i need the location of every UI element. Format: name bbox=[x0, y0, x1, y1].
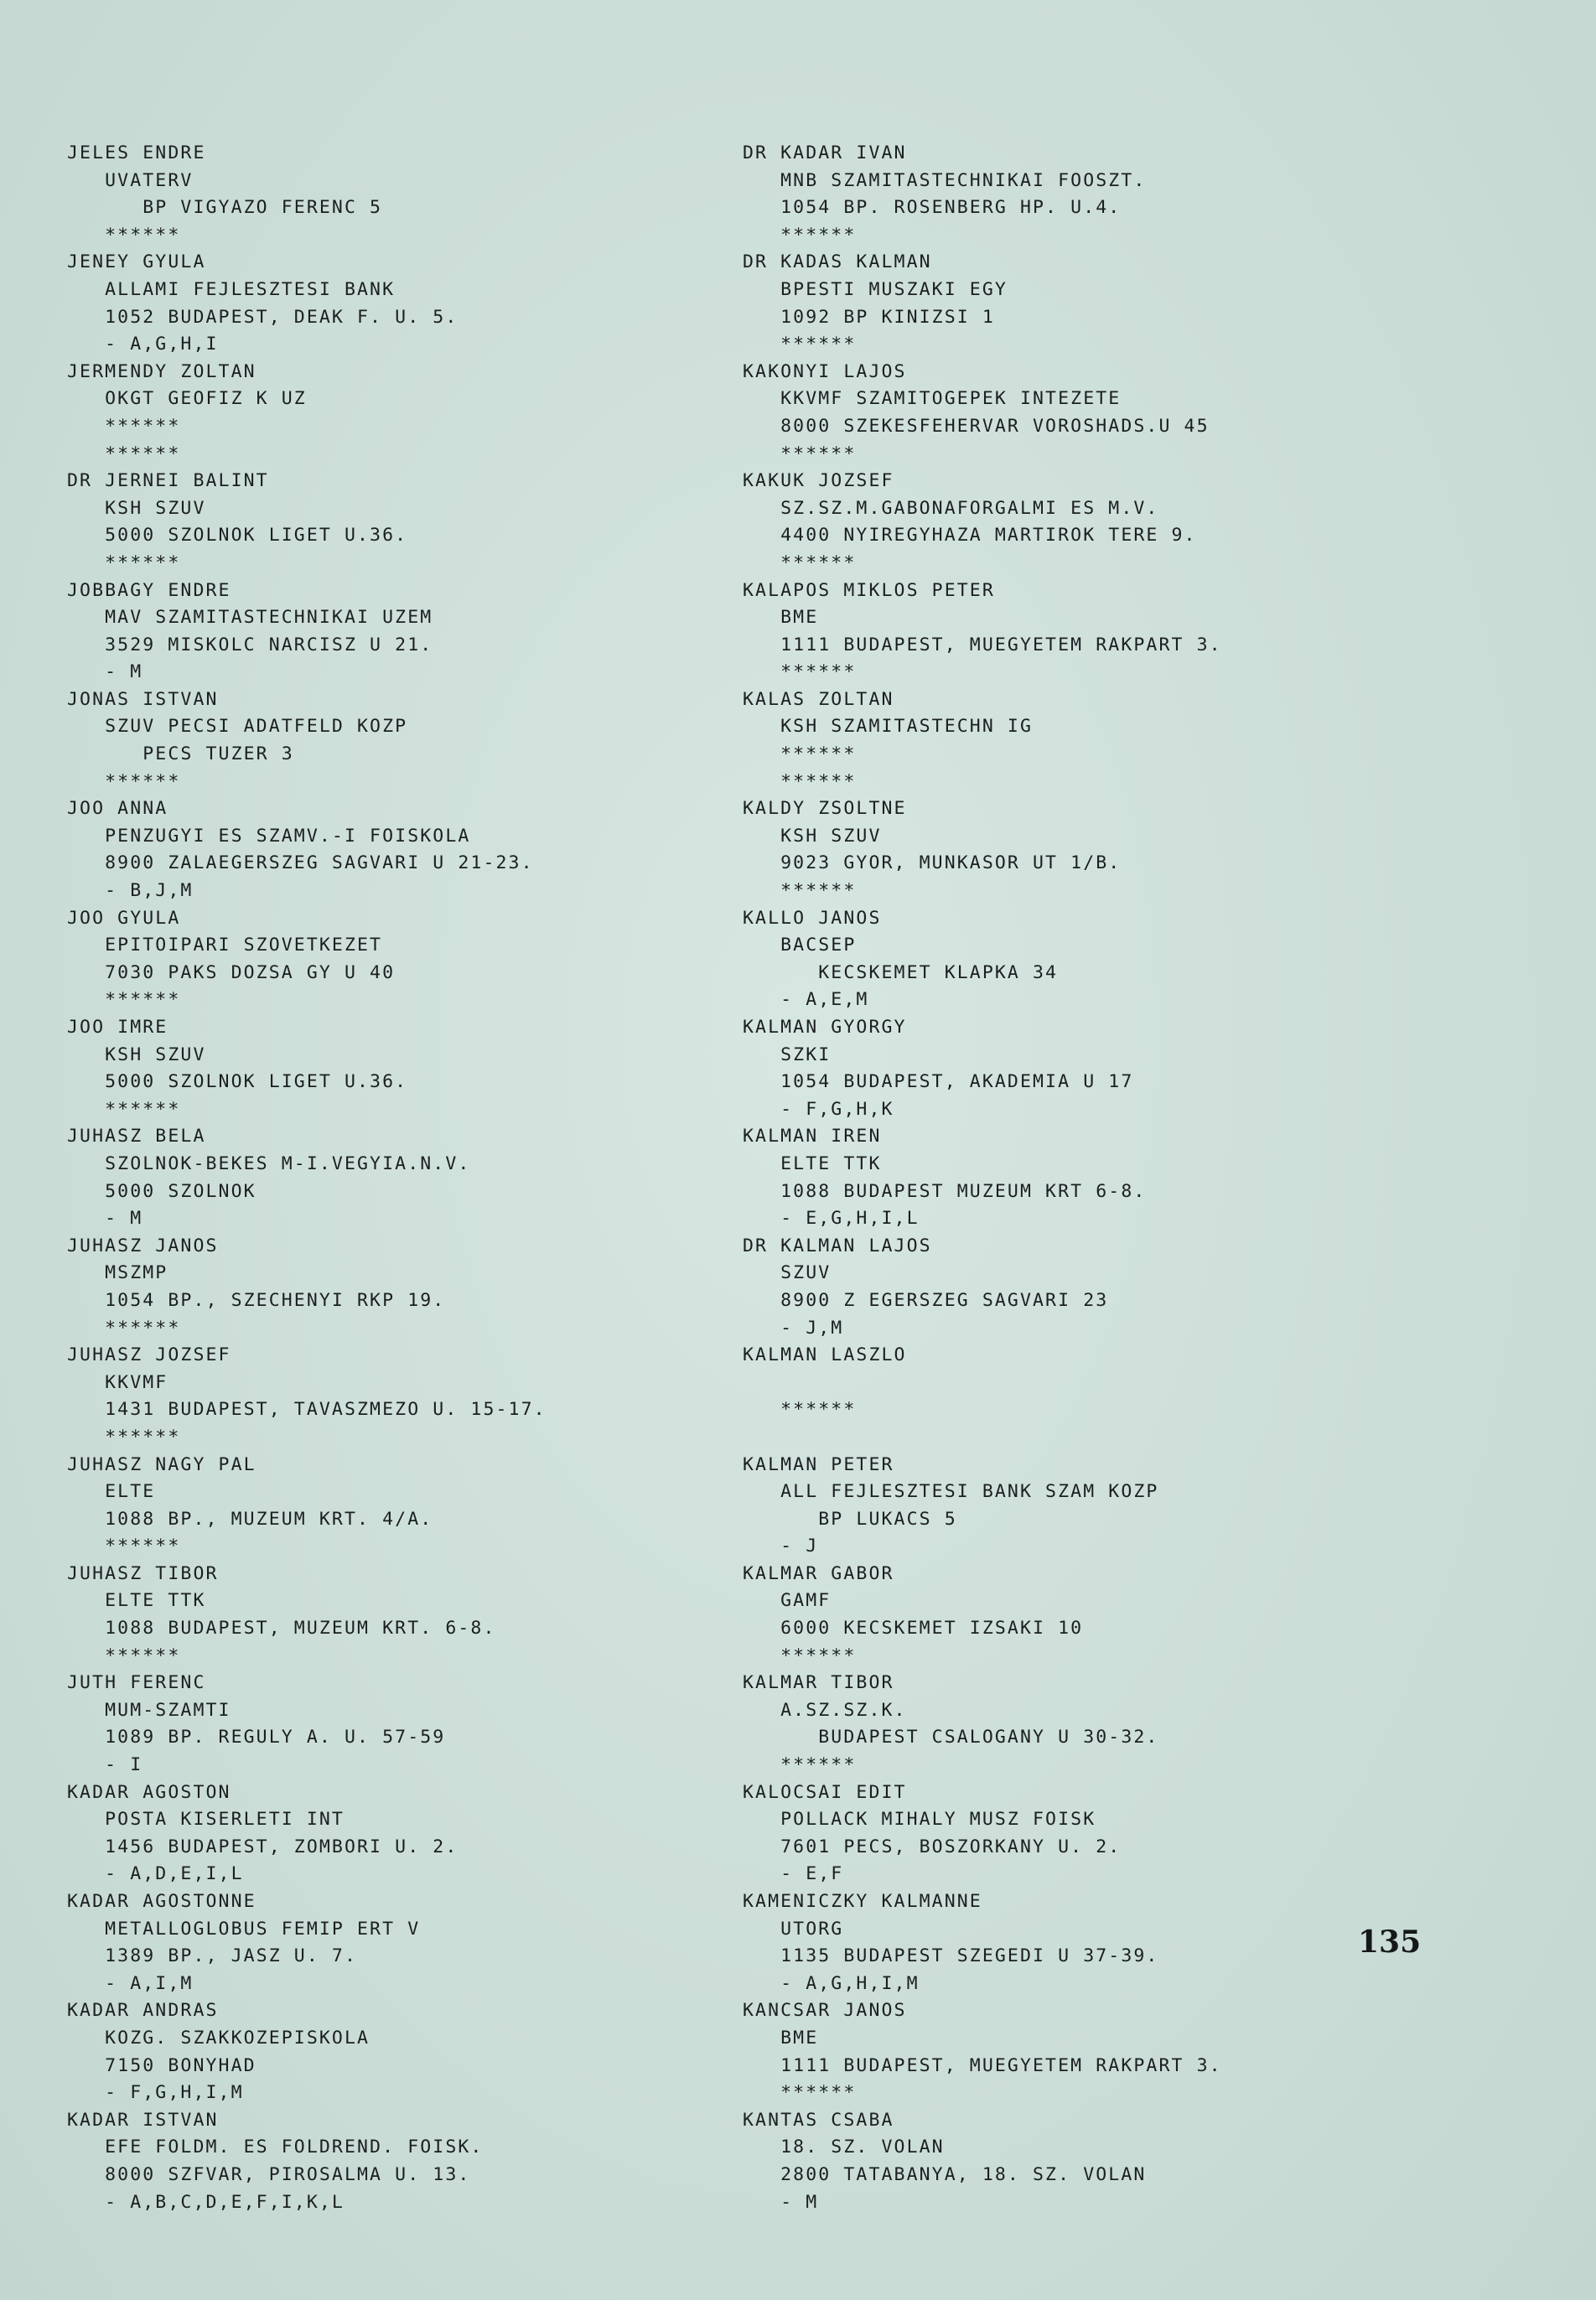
left-column bbox=[67, 140, 738, 2216]
directory-line: KKVMF SZAMITOGEPEK INTEZETE bbox=[743, 388, 1122, 410]
directory-line: DR KADAS KALMAN bbox=[743, 251, 932, 273]
directory-line: UTORG bbox=[743, 1918, 844, 1940]
directory-line: KSH SZAMITASTECHN IG bbox=[743, 716, 1034, 738]
directory-line: - A,G,H,I,M bbox=[743, 1972, 920, 1994]
directory-line: - E,F bbox=[743, 1863, 844, 1885]
directory-line: 1054 BP. ROSENBERG HP. U.4. bbox=[743, 197, 1122, 219]
directory-line: 6000 KECSKEMET IZSAKI 10 bbox=[743, 1618, 1084, 1640]
directory-line: KALMAR GABOR bbox=[743, 1562, 894, 1584]
directory-line: - F,G,H,K bbox=[743, 1098, 894, 1120]
directory-line: ****** bbox=[743, 2082, 857, 2104]
directory-line: ELTE bbox=[67, 1481, 156, 1503]
directory-line: ****** bbox=[67, 224, 181, 246]
directory-line: KSH SZUV bbox=[67, 497, 206, 519]
directory-line: ****** bbox=[743, 743, 857, 765]
directory-line: ****** bbox=[67, 1098, 181, 1120]
directory-line: 1431 BUDAPEST, TAVASZMEZO U. 15-17. bbox=[67, 1399, 547, 1421]
directory-line: 8900 Z EGERSZEG SAGVARI 23 bbox=[743, 1289, 1109, 1311]
directory-line: JOO GYULA bbox=[67, 907, 181, 929]
directory-line: 8900 ZALAEGERSZEG SAGVARI U 21-23. bbox=[67, 852, 534, 874]
directory-line: 4400 NYIREGYHAZA MARTIROK TERE 9. bbox=[743, 525, 1197, 547]
directory-line: KAKONYI LAJOS bbox=[743, 360, 907, 382]
directory-line: JOO IMRE bbox=[67, 1017, 168, 1038]
directory-line: - E,G,H,I,L bbox=[743, 1208, 920, 1230]
directory-line: MNB SZAMITASTECHNIKAI FOOSZT. bbox=[743, 169, 1147, 191]
directory-line: KALDY ZSOLTNE bbox=[743, 798, 907, 820]
directory-line: KALMAN PETER bbox=[743, 1453, 894, 1475]
directory-line: - M bbox=[743, 2191, 819, 2213]
directory-line: KKVMF bbox=[67, 1371, 168, 1393]
directory-line: ELTE TTK bbox=[67, 1590, 206, 1612]
directory-line: 1052 BUDAPEST, DEAK F. U. 5. bbox=[67, 306, 459, 328]
directory-line: KADAR AGOSTONNE bbox=[67, 1891, 256, 1912]
directory-line: KADAR ANDRAS bbox=[67, 2000, 219, 2022]
directory-line: BPESTI MUSZAKI EGY bbox=[743, 278, 1008, 300]
directory-line: ****** bbox=[743, 443, 857, 464]
directory-line: OKGT GEOFIZ K UZ bbox=[67, 388, 307, 410]
directory-line: ALLAMI FEJLESZTESI BANK bbox=[67, 278, 396, 300]
directory-line: BME bbox=[743, 2027, 819, 2049]
directory-line: UVATERV bbox=[67, 169, 194, 191]
right-column bbox=[743, 140, 1547, 2216]
directory-line: JENEY GYULA bbox=[67, 251, 206, 273]
directory-line: - A,G,H,I bbox=[67, 334, 219, 355]
directory-line: - A,I,M bbox=[67, 1972, 194, 1994]
directory-line: KSH SZUV bbox=[67, 1044, 206, 1065]
directory-line: 7030 PAKS DOZSA GY U 40 bbox=[67, 961, 396, 983]
directory-line: DR KALMAN LAJOS bbox=[743, 1235, 932, 1256]
directory-line: 5000 SZOLNOK bbox=[67, 1180, 256, 1202]
directory-line: JOO ANNA bbox=[67, 798, 168, 820]
directory-line: KADAR ISTVAN bbox=[67, 2109, 219, 2131]
directory-line: ****** bbox=[67, 1645, 181, 1666]
directory-line: 18. SZ. VOLAN bbox=[743, 2137, 945, 2158]
directory-line: 5000 SZOLNOK LIGET U.36. bbox=[67, 1071, 408, 1093]
directory-line: - A,E,M bbox=[743, 989, 869, 1011]
directory-line: JUHASZ BELA bbox=[67, 1126, 206, 1147]
directory-line bbox=[743, 1370, 1547, 1397]
directory-line: JUTH FERENC bbox=[67, 1672, 206, 1694]
directory-line: KALMAN GYORGY bbox=[743, 1017, 907, 1038]
directory-line: PECS TUZER 3 bbox=[67, 743, 294, 765]
directory-line bbox=[743, 1424, 1547, 1452]
directory-line: BP VIGYAZO FERENC 5 bbox=[67, 197, 383, 219]
directory-line: METALLOGLOBUS FEMIP ERT V bbox=[67, 1918, 421, 1940]
directory-line: 1111 BUDAPEST, MUEGYETEM RAKPART 3. bbox=[743, 2054, 1222, 2076]
directory-line: KALMAN LASZLO bbox=[743, 1344, 907, 1366]
directory-line: SZUV bbox=[743, 1262, 832, 1284]
directory-line: EPITOIPARI SZOVETKEZET bbox=[67, 935, 383, 956]
directory-line: KALAPOS MIKLOS PETER bbox=[743, 579, 995, 601]
directory-line: ****** bbox=[743, 661, 857, 683]
directory-line: KALLO JANOS bbox=[743, 907, 882, 929]
directory-line: - I bbox=[67, 1754, 143, 1776]
directory-line: KALAS ZOLTAN bbox=[743, 688, 894, 710]
directory-line: ****** bbox=[743, 224, 857, 246]
directory-line: 1111 BUDAPEST, MUEGYETEM RAKPART 3. bbox=[743, 634, 1222, 655]
directory-line: ****** bbox=[743, 552, 857, 573]
directory-line: ****** bbox=[67, 1536, 181, 1557]
directory-line: KANTAS CSABA bbox=[743, 2109, 894, 2131]
directory-line: ****** bbox=[743, 334, 857, 355]
directory-line: ****** bbox=[67, 443, 181, 464]
directory-line: ****** bbox=[743, 1399, 857, 1421]
directory-line: JELES ENDRE bbox=[67, 142, 206, 163]
directory-line: 1089 BP. REGULY A. U. 57-59 bbox=[67, 1727, 446, 1748]
directory-line: DR JERNEI BALINT bbox=[67, 470, 269, 492]
page-number: 135 bbox=[1358, 1924, 1422, 1960]
directory-line: KECSKEMET KLAPKA 34 bbox=[743, 961, 1059, 983]
directory-line: ****** bbox=[67, 770, 181, 792]
directory-line: PENZUGYI ES SZAMV.-I FOISKOLA bbox=[67, 825, 471, 847]
directory-line: 1088 BUDAPEST, MUZEUM KRT. 6-8. bbox=[67, 1618, 496, 1640]
directory-line: 8000 SZEKESFEHERVAR VOROSHADS.U 45 bbox=[743, 415, 1210, 437]
directory-line: EFE FOLDM. ES FOLDREND. FOISK. bbox=[67, 2137, 484, 2158]
directory-line: JONAS ISTVAN bbox=[67, 688, 219, 710]
directory-line: SZ.SZ.M.GABONAFORGALMI ES M.V. bbox=[743, 497, 1159, 519]
directory-line: KSH SZUV bbox=[743, 825, 882, 847]
directory-line: 5000 SZOLNOK LIGET U.36. bbox=[67, 525, 408, 547]
directory-line: ****** bbox=[743, 1754, 857, 1776]
directory-line: JOBBAGY ENDRE bbox=[67, 579, 231, 601]
directory-line: POLLACK MIHALY MUSZ FOISK bbox=[743, 1809, 1096, 1831]
directory-line: ****** bbox=[67, 1426, 181, 1448]
directory-line: - A,B,C,D,E,F,I,K,L bbox=[67, 2191, 345, 2213]
directory-line: A.SZ.SZ.K. bbox=[743, 1699, 907, 1721]
directory-line: BUDAPEST CSALOGANY U 30-32. bbox=[743, 1727, 1159, 1748]
directory-line: - A,D,E,I,L bbox=[67, 1863, 244, 1885]
directory-line: 7601 PECS, BOSZORKANY U. 2. bbox=[743, 1836, 1122, 1857]
directory-line: ALL FEJLESZTESI BANK SZAM KOZP bbox=[743, 1481, 1159, 1503]
directory-line: JUHASZ TIBOR bbox=[67, 1562, 219, 1584]
directory-line: 1054 BP., SZECHENYI RKP 19. bbox=[67, 1289, 446, 1311]
directory-line: ****** bbox=[67, 552, 181, 573]
directory-line: ****** bbox=[743, 880, 857, 902]
directory-line: MAV SZAMITASTECHNIKAI UZEM bbox=[67, 607, 433, 629]
directory-line: - B,J,M bbox=[67, 880, 194, 902]
directory-line: KALMAN IREN bbox=[743, 1126, 882, 1147]
directory-line: MUM-SZAMTI bbox=[67, 1699, 231, 1721]
directory-line: KOZG. SZAKKOZEPISKOLA bbox=[67, 2027, 370, 2049]
directory-line: KALMAR TIBOR bbox=[743, 1672, 894, 1694]
directory-line: 3529 MISKOLC NARCISZ U 21. bbox=[67, 634, 433, 655]
directory-line: 1389 BP., JASZ U. 7. bbox=[67, 1945, 358, 1967]
directory-line: SZOLNOK-BEKES M-I.VEGYIA.N.V. bbox=[67, 1153, 471, 1174]
directory-line: DR KADAR IVAN bbox=[743, 142, 907, 163]
directory-line: - M bbox=[67, 661, 143, 683]
directory-line: JUHASZ JANOS bbox=[67, 1235, 219, 1256]
directory-line: - M bbox=[67, 1208, 143, 1230]
directory-line: 1135 BUDAPEST SZEGEDI U 37-39. bbox=[743, 1945, 1159, 1967]
directory-line: KAKUK JOZSEF bbox=[743, 470, 894, 492]
directory-line: POSTA KISERLETI INT bbox=[67, 1809, 345, 1831]
directory-line: ****** bbox=[743, 770, 857, 792]
directory-line: MSZMP bbox=[67, 1262, 168, 1284]
directory-line: SZUV PECSI ADATFELD KOZP bbox=[67, 716, 408, 738]
directory-line: 9023 GYOR, MUNKASOR UT 1/B. bbox=[743, 852, 1122, 874]
directory-line: 1088 BP., MUZEUM KRT. 4/A. bbox=[67, 1508, 433, 1530]
directory-line: JUHASZ NAGY PAL bbox=[67, 1453, 256, 1475]
directory-line: - J bbox=[743, 1536, 819, 1557]
directory-line: ELTE TTK bbox=[743, 1153, 882, 1174]
directory-line: KADAR AGOSTON bbox=[67, 1781, 231, 1803]
directory-line: ****** bbox=[67, 989, 181, 1011]
directory-line: - J,M bbox=[743, 1317, 844, 1339]
directory-line: GAMF bbox=[743, 1590, 832, 1612]
directory-line: 7150 BONYHAD bbox=[67, 2054, 256, 2076]
directory-line: 2800 TATABANYA, 18. SZ. VOLAN bbox=[743, 2163, 1147, 2185]
directory-line: KANCSAR JANOS bbox=[743, 2000, 907, 2022]
directory-line: ****** bbox=[743, 1645, 857, 1666]
directory-line: 1092 BP KINIZSI 1 bbox=[743, 306, 995, 328]
directory-line: JERMENDY ZOLTAN bbox=[67, 360, 256, 382]
directory-line: 1456 BUDAPEST, ZOMBORI U. 2. bbox=[67, 1836, 459, 1857]
directory-line: 1088 BUDAPEST MUZEUM KRT 6-8. bbox=[743, 1180, 1147, 1202]
directory-line: BP LUKACS 5 bbox=[743, 1508, 957, 1530]
directory-line: 8000 SZFVAR, PIROSALMA U. 13. bbox=[67, 2163, 471, 2185]
directory-line: BACSEP bbox=[743, 935, 857, 956]
directory-line: SZKI bbox=[743, 1044, 832, 1065]
directory-line: JUHASZ JOZSEF bbox=[67, 1344, 231, 1366]
directory-line: ****** bbox=[67, 415, 181, 437]
directory-line: 1054 BUDAPEST, AKADEMIA U 17 bbox=[743, 1071, 1134, 1093]
directory-line: - F,G,H,I,M bbox=[67, 2082, 244, 2104]
directory-line: KAMENICZKY KALMANNE bbox=[743, 1891, 982, 1912]
directory-line: BME bbox=[743, 607, 819, 629]
directory-line: KALOCSAI EDIT bbox=[743, 1781, 907, 1803]
directory-line: ****** bbox=[67, 1317, 181, 1339]
